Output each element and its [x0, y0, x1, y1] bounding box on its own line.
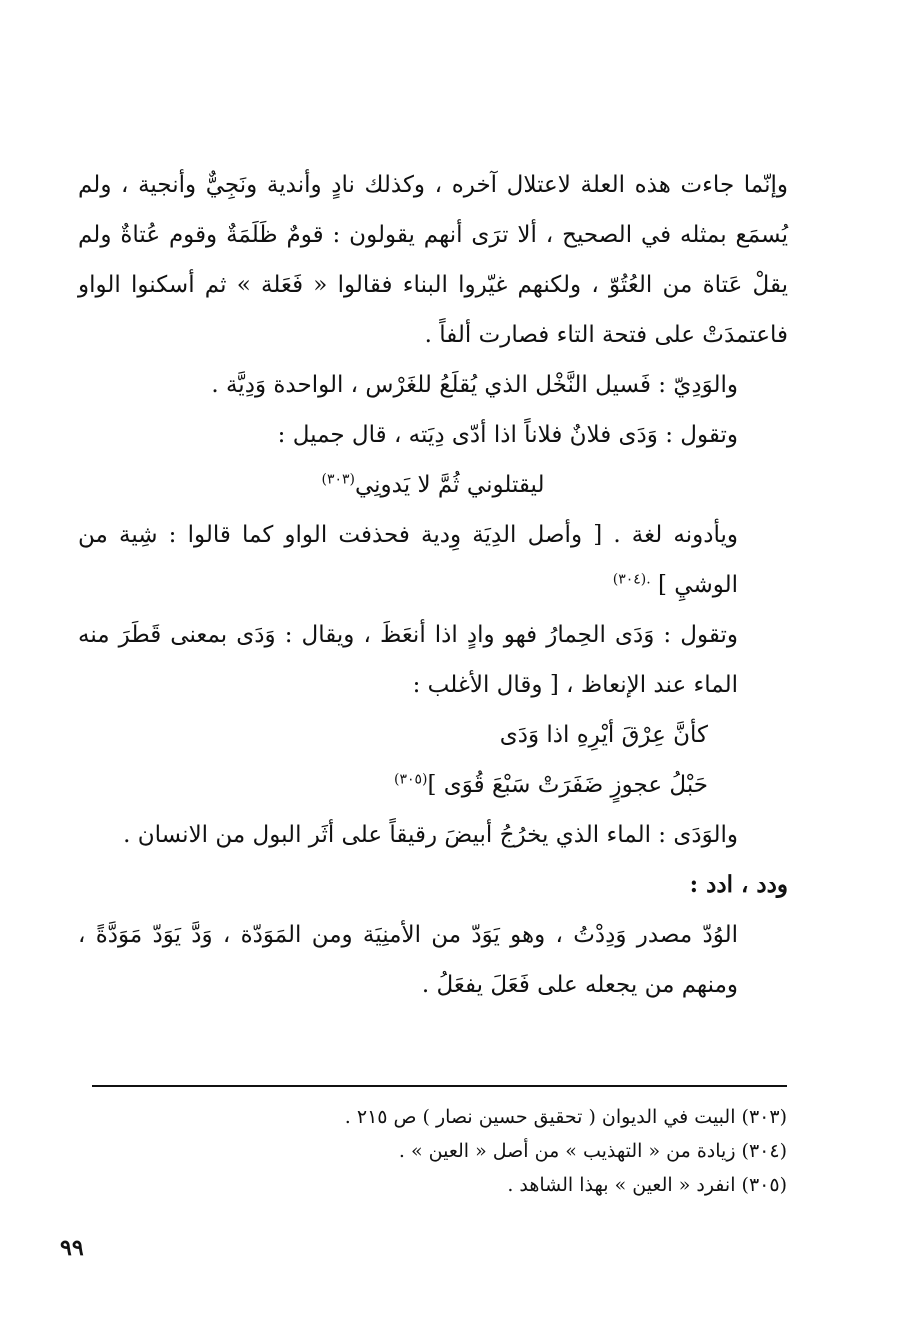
verse-3-text: حَبْلُ عجوزٍ ضَفَرَتْ سَبْعَ قُوَى ]	[427, 772, 708, 798]
paragraph-6: والوَدَى : الماء الذي يخرُجُ أبيضَ رقيقاً على أثَر البول من الانسان .	[123, 822, 738, 848]
footnote-ref-304: .(٣٠٤)	[612, 571, 651, 588]
paragraph-2: والوَدِيّ : فَسيل النَّخْل الذي يُقلَعُ للغَرْس ، الواحدة وَدِيَّة .	[211, 372, 738, 398]
paragraph-3: وتقول : وَدَى فلانٌ فلاناً اذا أدّى دِيَته ، قال جميل :	[277, 422, 738, 448]
entry-heading: ودد ، ادد :	[689, 871, 788, 898]
main-text	[78, 160, 788, 1010]
footnote-304: (٣٠٤) زيادة من « التهذيب » من أصل « العين » .	[398, 1140, 787, 1162]
footnotes	[92, 1100, 787, 1202]
footnote-303: (٣٠٣) البيت في الديوان ( تحقيق حسين نصار ) ص ٢١٥ .	[344, 1106, 787, 1128]
paragraph-4-text: ويأدونه لغة . [ وأصل الدِيَة وِدية فحذفت الواو كما قالوا : شِية من الوشيِ ]	[78, 522, 738, 598]
page-number: ٩٩	[60, 1235, 84, 1261]
footnote-305: (٣٠٥) انفرد « العين » بهذا الشاهد .	[507, 1174, 787, 1196]
verse-2: كأنَّ عِرْقَ أيْرِهِ اذا وَدَى	[499, 722, 708, 748]
paragraph-5: وتقول : وَدَى الحِمارُ فهو وادٍ اذا أنعَظَ ، ويقال : وَدَى بمعنى قَطَرَ منه الماء عند الإنعاظ ، [ وقال الأغلب :	[78, 622, 738, 698]
paragraph-7: الوُدّ مصدر وَدِدْتُ ، وهو يَوَدّ من الأمنِيَة ومن المَوَدّة ، وَدَّ يَوَدّ مَوَدَّةً ، ومنهم من يجعله على فَعَلَ يفعَلُ .	[78, 922, 738, 998]
paragraph-1: وإنّما جاءت هذه العلة لاعتلال آخره ، وكذلك نادٍ وأندية ونَجِيٌّ وأنجية ، ولم يُسمَع بمثله في الصحيح ، ألا ترَى أنهم يقولون : قومٌ ظَلَمَةٌ وقوم عُتاةٌ ولم يقلْ عَتاة من العُتُوّ ، ولكنهم غيّروا البناء فقالوا « فَعَلة » ثم أسكنوا الواو فاعتمدَتْ على فتحة التاء فصارت ألفاً .	[78, 172, 788, 348]
paragraph-4	[78, 510, 788, 610]
verse-1	[78, 460, 788, 510]
footnote-ref-305: (٣٠٥)	[393, 771, 428, 788]
verse-1-text: ليقتلوني ثُمَّ لا يَدونِي	[354, 472, 545, 498]
footnote-ref-303: (٣٠٣)	[321, 471, 355, 488]
footnote-divider	[92, 1085, 787, 1087]
verse-3	[78, 760, 788, 810]
